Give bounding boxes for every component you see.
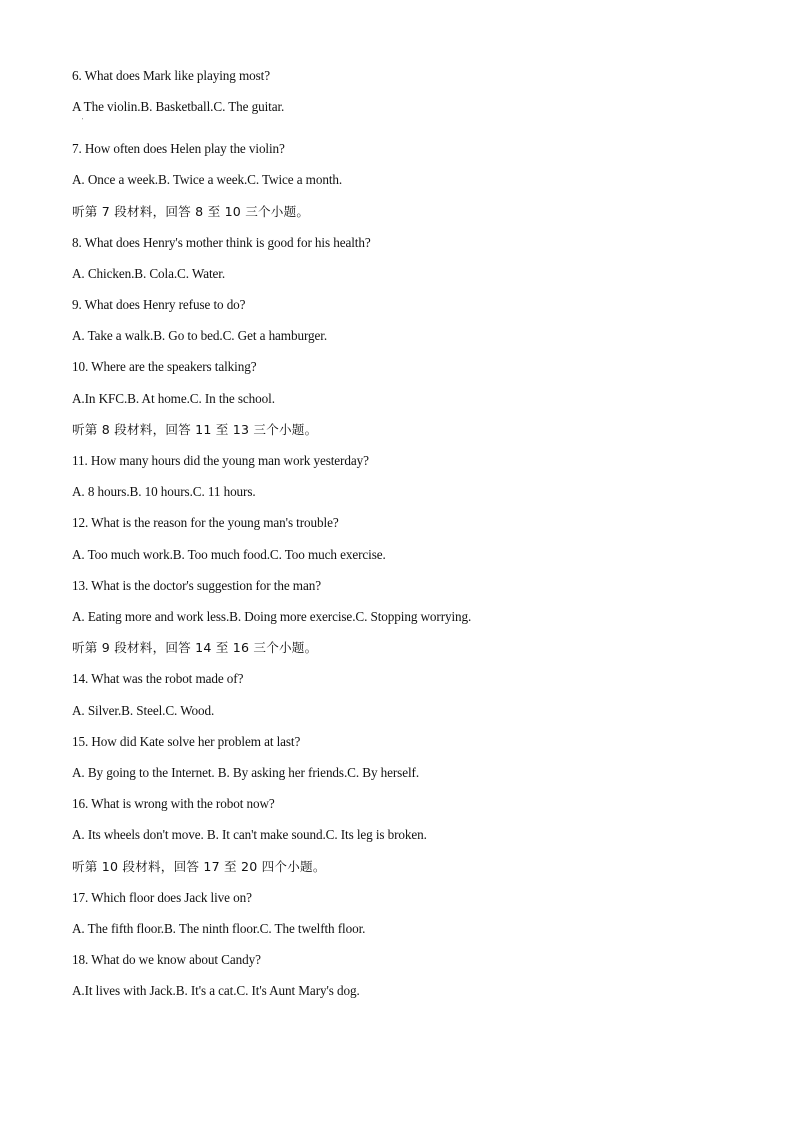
- question-16: 16. What is wrong with the robot now?: [72, 796, 275, 811]
- options-8: A. Chicken.B. Cola.C. Water.: [72, 266, 226, 281]
- options-12: A. Too much work.B. Too much food.C. Too much exercise.: [72, 547, 386, 562]
- section-heading-10: 听第 10 段材料，回答 17 至 20 四个小题。: [72, 859, 326, 874]
- options-7: A. Once a week.B. Twice a week.C. Twice a month.: [72, 172, 343, 187]
- question-12: 12. What is the reason for the young man's trouble?: [72, 515, 339, 530]
- section-heading-9: 听第 9 段材料，回答 14 至 16 三个小题。: [72, 640, 318, 655]
- options-10: A.In KFC.B. At home.C. In the school.: [72, 391, 275, 406]
- options-13: A. Eating more and work less.B. Doing more exercise.C. Stopping worrying.: [72, 609, 472, 624]
- question-10: 10. Where are the speakers talking?: [72, 359, 257, 374]
- question-11: 11. How many hours did the young man work yesterday?: [72, 453, 369, 468]
- section-heading-7: 听第 7 段材料，回答 8 至 10 三个小题。: [72, 204, 310, 219]
- question-9: 9. What does Henry refuse to do?: [72, 297, 246, 312]
- question-6: 6. What does Mark like playing most?: [72, 68, 270, 83]
- options-11: A. 8 hours.B. 10 hours.C. 11 hours.: [72, 484, 256, 499]
- question-7: 7. How often does Helen play the violin?: [72, 141, 285, 156]
- options-9: A. Take a walk.B. Go to bed.C. Get a hamburger.: [72, 328, 328, 343]
- question-13: 13. What is the doctor's suggestion for the man?: [72, 578, 321, 593]
- options-17: A. The fifth floor.B. The ninth floor.C. The twelfth floor.: [72, 921, 366, 936]
- options-6: A The violin.B. Basketball.C. The guitar.: [72, 99, 285, 114]
- question-15: 15. How did Kate solve her problem at last?: [72, 734, 301, 749]
- stray-mark: ': [82, 118, 84, 124]
- options-14: A. Silver.B. Steel.C. Wood.: [72, 703, 215, 718]
- options-16: A. Its wheels don't move. B. It can't make sound.C. Its leg is broken.: [72, 827, 427, 842]
- question-17: 17. Which floor does Jack live on?: [72, 890, 252, 905]
- section-heading-8: 听第 8 段材料，回答 11 至 13 三个小题。: [72, 422, 318, 437]
- options-18: A.It lives with Jack.B. It's a cat.C. It's Aunt Mary's dog.: [72, 983, 360, 998]
- question-18: 18. What do we know about Candy?: [72, 952, 261, 967]
- question-14: 14. What was the robot made of?: [72, 671, 244, 686]
- question-8: 8. What does Henry's mother think is good for his health?: [72, 235, 371, 250]
- options-15: A. By going to the Internet. B. By asking her friends.C. By herself.: [72, 765, 420, 780]
